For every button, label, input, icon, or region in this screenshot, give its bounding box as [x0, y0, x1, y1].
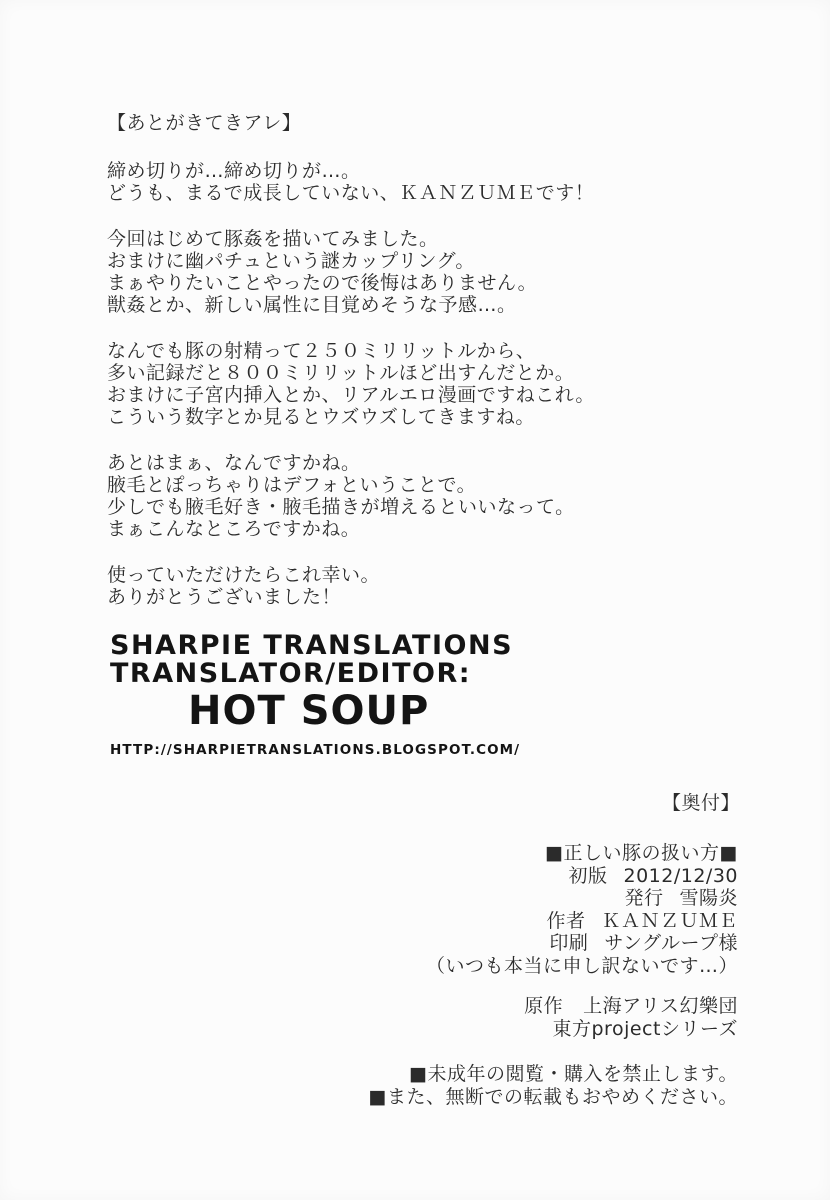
afterword-paragraph: [107, 452, 595, 540]
afterword-line: 少しでも腋毛好き・腋毛描きが増えるといいなって。: [107, 496, 575, 518]
colophon-header: 【奥付】: [661, 792, 740, 814]
afterword-paragraph: [107, 160, 595, 204]
book-title: ■正しい豚の扱い方■: [545, 842, 738, 864]
colophon-label: 原作: [524, 995, 564, 1017]
afterword-line: 今回はじめて豚姦を描いてみました。: [107, 228, 439, 250]
afterword-line: 使っていただけたらこれ幸い。: [107, 564, 381, 586]
colophon-value: 雪陽炎: [679, 887, 738, 909]
notice-line: ■未成年の閲覧・購入を禁止します。: [409, 1063, 738, 1085]
colophon-label: 初版: [568, 864, 608, 887]
afterword-line: どうも、まるで成長していない、ＫＡＮＺＵＭＥです！: [107, 182, 595, 204]
series-line: 東方projectシリーズ: [552, 1018, 738, 1040]
afterword-line: なんでも豚の射精って２５０ミリリットルから、: [107, 340, 536, 362]
afterword-section: [107, 112, 595, 608]
translator-studio-name: SHARPIE TRANSLATIONS: [110, 630, 514, 661]
afterword-line: 腋毛とぽっちゃりはデフォということで。: [107, 474, 477, 496]
afterword-line: 締め切りが…締め切りが…。: [107, 160, 361, 182]
translator-role-label: TRANSLATOR/EDITOR:: [110, 658, 472, 689]
notice-line: ■また、無断での転載もおやめください。: [368, 1086, 738, 1108]
colophon-label: 作者: [546, 909, 586, 932]
afterword-line: こういう数字とか見るとウズウズしてきますね。: [107, 406, 535, 428]
afterword-line: おまけに幽パチュという謎カップリング。: [107, 250, 475, 272]
original-work-block: [369, 995, 738, 1041]
colophon-row-printer: [369, 932, 738, 955]
colophon-value: 2012/12/30: [623, 864, 738, 887]
afterword-paragraph: [107, 228, 595, 316]
translator-name: HOT SOUP: [188, 688, 430, 734]
colophon-row-author: [369, 910, 738, 933]
afterword-line: 獣姦とか、新しい属性に目覚めそうな予感…。: [107, 294, 517, 316]
original-work-row: [369, 995, 738, 1018]
notices-block: [369, 1063, 738, 1109]
colophon-label: 発行: [624, 887, 664, 909]
afterword-paragraph: [107, 340, 595, 428]
afterword-line: あとはまぁ、なんですかね。: [107, 452, 361, 474]
afterword-paragraph: [107, 564, 595, 608]
afterword-line: おまけに子宮内挿入とか、リアルエロ漫画ですねこれ。: [107, 384, 595, 406]
afterword-line: ありがとうございました！: [107, 586, 342, 608]
colophon-section: [369, 842, 738, 1109]
afterword-line: まぁやりたいことやったので後悔はありません。: [107, 272, 538, 294]
colophon-label: 印刷: [549, 932, 589, 954]
colophon-value: ＫＡＮＺＵＭＥ: [601, 909, 738, 932]
colophon-row-publisher: [369, 887, 738, 910]
afterword-title: 【あとがきてきアレ】: [107, 112, 302, 134]
printer-apology-note: （いつも本当に申し訳ないです…）: [425, 954, 738, 977]
afterword-line: まぁこんなところですかね。: [107, 518, 361, 540]
afterword-line: 多い記録だと８００ミリリットルほど出すんだとか。: [107, 362, 575, 384]
translator-url: HTTP://SHARPIETRANSLATIONS.BLOGSPOT.COM/: [110, 742, 521, 758]
colophon-value: サングループ様: [604, 932, 738, 954]
translator-credit: [110, 632, 520, 758]
colophon-value: 上海アリス幻樂団: [583, 995, 738, 1017]
colophon-row-first-edition: [369, 865, 738, 888]
